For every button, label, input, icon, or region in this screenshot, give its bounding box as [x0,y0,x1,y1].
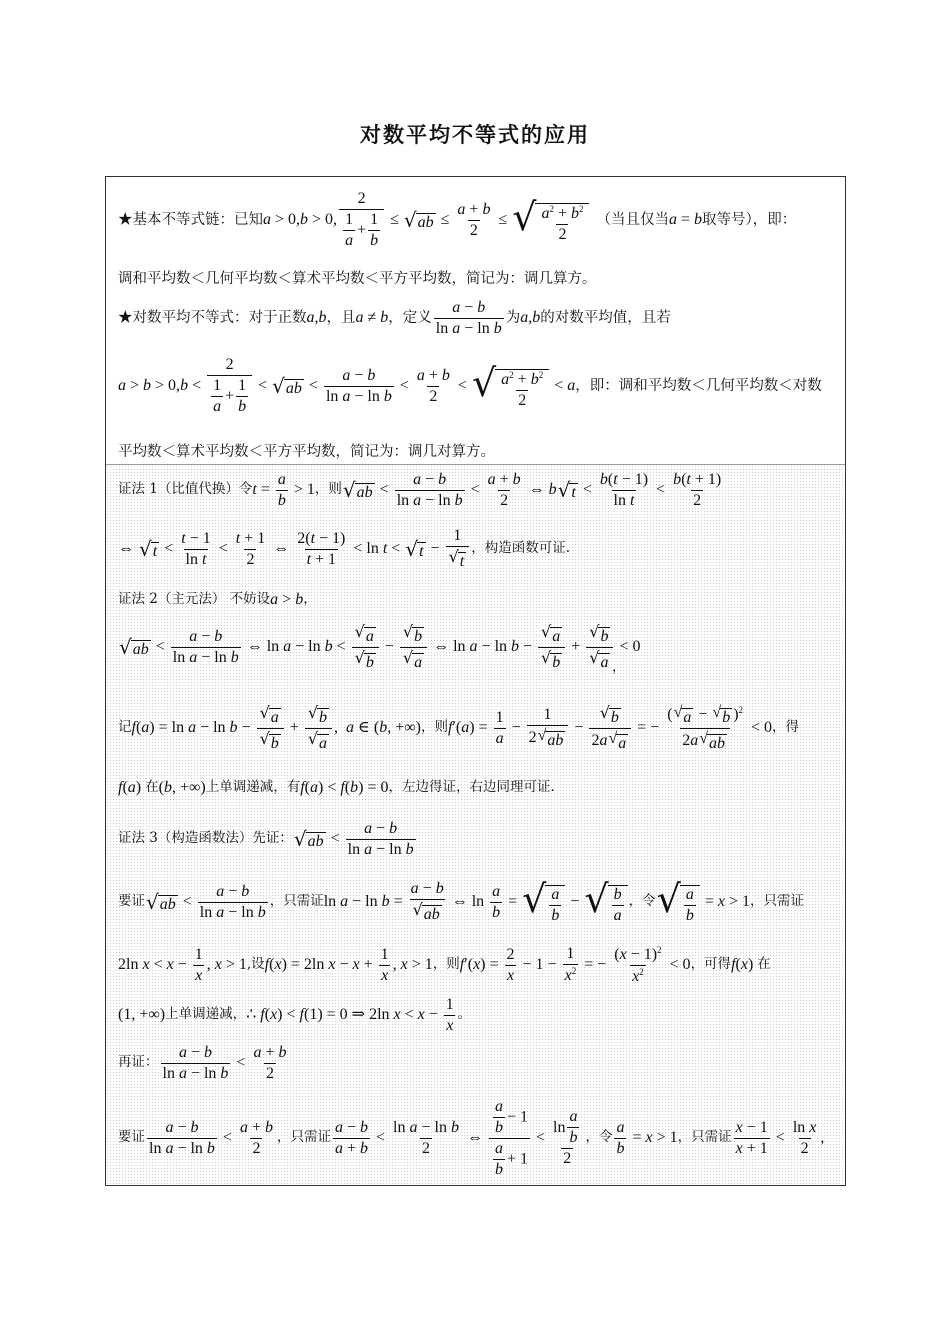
basic-chain-suffix: （当且仅当 [596,211,669,228]
basic-chain-suffix-2: 取等号），即： [702,211,797,228]
basic-chain-line: ★基本不等式链：已知 a > 0, b > 0, 2 $\frac{1}{a}$ + $\frac{1}{b}$ ≤ √ ab ≤ $\frac{a + b}{2}$ ≤ √ $\frac{a^2 + b^2}{2}$ （当且仅当 a = b 取等号），即： [118,190,797,249]
proof-2-line-3: f ( a ) 在 ( b , +∞) 上单调递减，有 f ( a ) < f ( b ) = 0 ，左边得证，右边同理可证. [118,779,555,796]
proof-3-line-1: 要证 √ ab < a − b ln a − ln b ，只需证 ln a − ln b = a − b √ ab ⇔ ln $\frac{a}{b}$ = √ $\frac{a}{b}$ − √ $\frac{b}{a}$ ，令 √ $\frac{a}{b}$ = x > 1 ，只需证 [118,877,805,924]
proof-3-line-2: 2ln x < x − $\frac{1}{x}$ , x > 1 ,设 f ( x ) = 2ln x − x + $\frac{1}{x}$ , x > 1 ，则 f ′( x ) = $\frac{2}{x}$ − 1 − $\frac{1}{x^2}$ = − $\frac{(x - 1)^2}{x^2}$ < 0 ，可得 f ( x ) 在 [118,944,771,985]
proof-1-line-1: 证法 1（比值代换）令 t = $\frac{a}{b}$ > 1 ，则 √ ab < a − b ln a − ln b < a + b 2 ⇔ b √ t < b(t − 1) ln t < b(t + 1) 2 [118,470,722,509]
proof-2-line-1: √ ab < a − b ln a − ln b ⇔ ln a − ln b < √ a √ b − √ b √ a ⇔ ln a − ln b − √ a √ b + √ b √ a < 0 [119,621,641,671]
proof-3-line-3: (1, +∞) 上单调递减， ∴ f ( x ) < f (1) = 0 ⇒ 2ln x < x − $\frac{1}{x}$ 。 [118,995,472,1034]
proof-2-trailing-comma: ， [612,659,626,676]
proof-2-label: 证法 2（主元法） 不妨设 a > b ， [118,591,317,608]
proof-3-label: 证法 3（构造函数法）先证： √ ab < a − b ln a − ln b [118,819,414,858]
log-line: 平均数＜算术平均数＜平方平均数，简记为：调几对算方。 [118,443,495,460]
proof-2-line-2: 记 f ( a ) = ln a − ln b − √ a √ b + √ b √ a , a ∈ ( b , +∞) ，则 f ′( a ) = $\frac{1}{a}$ − 1 2 √ ab − √ b 2a √ a = − ( √ a − √ b )$^2$ 2a √ ab < 0 ，得 [118,702,800,752]
harmonic-line: 调和平均数＜几何平均数＜算术平均数＜平方平均数，简记为：调几算方。 [118,270,597,287]
basic-chain-prefix: ★基本不等式链：已知 [118,211,263,228]
again-label: 再证： a − b ln a − ln b < a + b 2 [118,1043,287,1082]
content-box [105,176,846,1186]
proof-4-line: 要证 a − b ln a − ln b < a + b 2 ，只需证 a − b a + b < ln a − ln b 2 ⇔ $\frac{a}{b}$ − 1 $\frac{a}{b}$ + 1 < ln a b 2 ，令 $\frac{a}{b}$ = x > 1 ，只需证 x − 1 x + 1 < ln x 2 , [118,1097,825,1178]
page-title: 对数平均不等式的应用 [360,122,590,147]
log-mean-definition: ★对数平均不等式：对于正数 a , b ，且 a ≠ b ，定义 a − b ln a − ln b 为 a , b 的对数平均值，且若 [118,298,671,337]
log-mean-chain: a > b > 0, b < 2 $\frac{1}{a}$ + $\frac{1}{b}$ < √ ab < a − b ln a − ln b < a + b 2 < √ $\frac{a^2 + b^2}{2}$ < a ，即：调和平均数＜几何平均数＜对数 [118,356,822,415]
proof-1-line-2: ⇔ √ t < t − 1 ln t < t + 1 2 ⇔ 2(t − 1) t + 1 < ln t < √ t − 1 √ t ，构造函数可证. [118,527,571,570]
